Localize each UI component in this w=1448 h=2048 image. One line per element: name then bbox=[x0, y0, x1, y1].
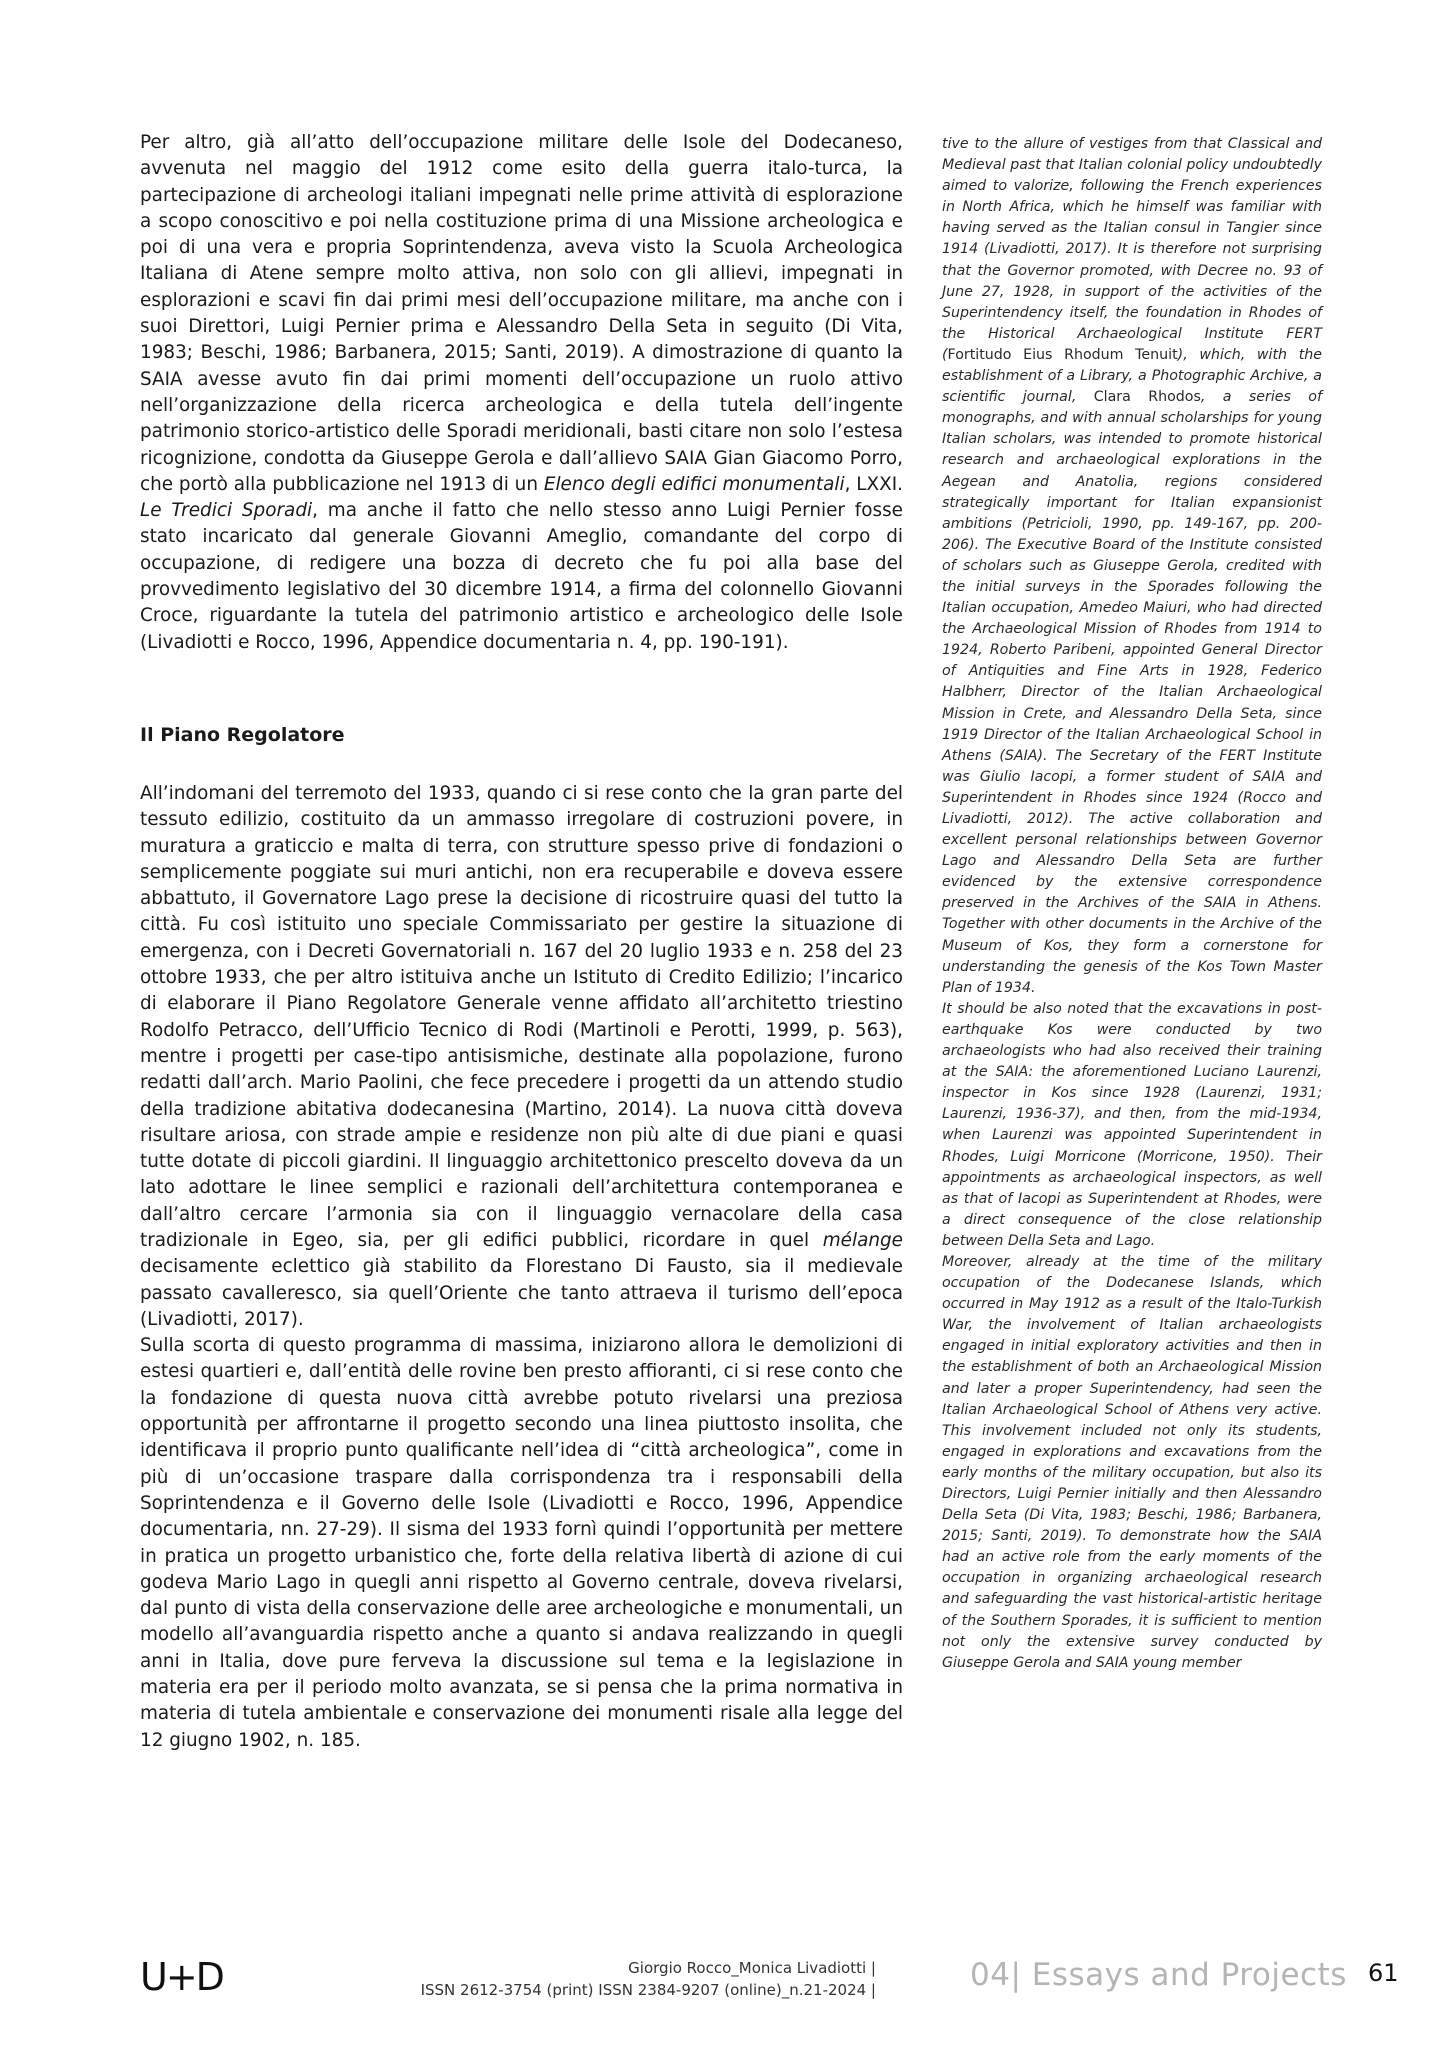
side-paragraph-2: It should be also noted that the excavations in post-earthquake Kos were conducted by two archaeologists who had also received their training at the SAIA: the aforementioned Luciano Laurenzi, inspector in Kos since 1928 (Laurenzi, 1931; Laurenzi, 1936-37), and then, from the mid-1934, when Laurenzi was appointed Superintendent in Rhodes, Luigi Morricone (Morricone, 1950). Their appointments as archaeological inspectors, as well as that of Iacopi as Superintendent at Rhodes, were a direct consequence of the close relationship between Della Seta and Lago. bbox=[942, 1000, 1322, 1249]
author-issn-block bbox=[421, 1957, 876, 2001]
authors-line: Giorgio Rocco_Monica Livadiotti | bbox=[628, 1959, 876, 1977]
journal-logo: U+D bbox=[140, 1955, 223, 1999]
text-run: , LXXI. bbox=[844, 473, 904, 495]
italic-title: Le Tredici Sporadi bbox=[140, 500, 313, 522]
italic-word: mélange bbox=[822, 1229, 903, 1251]
text-run: , a series of monographs, and with annual scholarships for young Italian scholars, was intended to promote historical research and archaeological explorations in the Aegean and Anatolia, regions considered strategically important for Italian expansionist ambitions (Petricioli, 1990, pp. 149-167, pp. 200-206). The Executive Board of the Institute consisted of scholars such as Giuseppe Gerola, credited with the initial surveys in the Sporades following the Italian occupation, Amedeo Maiuri, who had directed the Archaeological Mission of Rhodes from 1914 to 1924, Roberto Paribeni, appointed General Director of Antiquities and Fine Arts in 1928, Federico Halbherr, Director of the Italian Archaeological Mission in Crete, and Alessandro Della Seta, since 1919 Director of the Italian Archaeological School in Athens (SAIA). The Secretary of the FERT Institute was Giulio Iacopi, a former student of SAIA and Superintendent in Rhodes since 1924 (Rocco and Livadiotti, 2012). The active collaboration and excellent personal relationships between Governor Lago and Alessandro Della Seta are further evidenced by the extensive correspondence preserved in the Archives of the SAIA in Athens. Together with other documents in the Archive of the Museum of Kos, they form a cornerstone for understanding the genesis of the Kos Town Master Plan of 1934. bbox=[942, 389, 1322, 996]
side-paragraph-1 bbox=[942, 134, 1322, 999]
page-footer bbox=[0, 1955, 1448, 2015]
text-run: , ma anche il fatto che nello stesso anno Luigi Pernier fosse stato incaricato dal generale Giovanni Ameglio, comandante del corpo di occupazione, di redigere una bozza di decreto che fu poi alla base del provvedimento legislativo del 30 dicembre 1914, a firma del colonnello Giovanni Croce, riguardante la tutela del patrimonio artistico e archeologico delle Isole (Livadiotti e Rocco, 1996, Appendice documentaria n. 4, pp. 190-191). bbox=[140, 500, 903, 653]
upright-name: Clara Rhodos bbox=[1093, 389, 1201, 406]
text-run: All’indomani del terremoto del 1933, quando ci si rese conto che la gran parte del tessuto edilizio, costituito da un ammasso irregolare di costruzioni povere, in muratura a graticcio e malta di terra, con strutture spesso prive di fondazioni o semplicemente poggiate sui muri antichi, non era recuperabile e doveva essere abbattuto, il Governatore Lago prese la decisione di ricostruire quasi del tutto la città. Fu così istituito uno speciale Commissariato per gestire la situazione di emergenza, con i Decreti Governatoriali n. 167 del 20 luglio 1933 e n. 258 del 23 ottobre 1933, che per altro istituiva anche un Istituto di Credito Edilizio; l’incarico di elaborare il Piano Regolatore Generale venne affidato all’architetto triestino Rodolfo Petracco, dell’Ufficio Tecnico di Rodi (Martinoli e Perotti, 1999, p. 563), mentre i progetti per case-tipo antisismiche, destinate alla popolazione, furono redatti dall’arch. Mario Paolini, che fece precedere i progetti da un attendo studio della tradizione abitativa dodecanesina (Martino, 2014). La nuova città doveva risultare ariosa, con strade ampie e residenze non più alte di due piani e quasi tutte dotate di piccoli giardini. Il linguaggio architettonico prescelto doveva da un lato adottare le linee semplici e razionali dell’architettura contemporanea e dall’altro cercare l’armonia sia con il linguaggio vernacolare della casa tradizionale in Egeo, sia, per gli edifici pubblici, ricordare in quel bbox=[140, 782, 903, 1251]
text-run: tive to the allure of vestiges from that Classical and Medieval past that Italian colonial policy undoubtedly aimed to valorize, following the French experiences in North Africa, which he himself was familiar with having served as the Italian consul in Tangier since 1914 (Livadiotti, 2017). It is therefore not surprising that the Governor promoted, with Decree no. 93 of June 27, 1928, in support of the activities of the Superintendency itself, the foundation in Rhodes of the Historical Archaeological Institute FERT ( bbox=[942, 136, 1322, 363]
main-text-column bbox=[140, 130, 903, 1754]
italic-title: Elenco degli edifici monumentali bbox=[543, 473, 845, 495]
side-paragraph-3: Moreover, already at the time of the military occupation of the Dodecanese Islands, which occurred in May 1912 as a result of the Italo-Turkish War, the involvement of Italian archaeologists engaged in initial exploratory activities and then in the establishment of both an Archaeological Mission and later a proper Superintendency, had seen the Italian Archaeological School of Athens very active. This involvement included not only its students, engaged in explorations and excavations from the early months of the military occupation, but also its Directors, Luigi Pernier initially and then Alessandro Della Seta (Di Vita, 1983; Beschi, 1986; Barbanera, 2015; Santi, 2019). To demonstrate how the SAIA had an active role from the early moments of the occupation in organizing archaeological research and safeguarding the vast historical-artistic heritage of the Southern Sporades, it is sufficient to mention not only the extensive survey conducted by Giuseppe Gerola and SAIA young member bbox=[942, 1253, 1322, 1671]
page-number: 61 bbox=[1368, 1959, 1399, 1987]
main-paragraph-2 bbox=[140, 781, 903, 1333]
main-paragraph-3: Sulla scorta di questo programma di massima, iniziarono allora le demolizioni di estesi quartieri e, dall’entità delle rovine ben presto affioranti, ci si rese conto che la fondazione di questa nuova città avrebbe potuto rivelarsi una preziosa opportunità per affrontarne il progetto secondo una linea piuttosto insolita, che identificava il proprio punto qualificante nell’idea di “città archeologica”, come in più di un’occasione traspare dalla corrispondenza tra i responsabili della Soprintendenza e il Governo delle Isole (Livadiotti e Rocco, 1996, Appendice documentaria, nn. 27-29). Il sisma del 1933 fornì quindi l’opportunità per mettere in pratica un progetto urbanistico che, forte della relativa libertà di azione di cui godeva Mario Lago in quegli anni rispetto al Governo centrale, doveva rivelarsi, dal punto di vista della conservazione delle aree archeologiche e monumentali, un modello all’avanguardia rispetto anche a quanto si andava realizzando in quegli anni in Italia, dove pure ferveva la discussione sul tema e la legislazione in materia era per il periodo molto avanzata, se si pensa che la prima normativa in materia di tutela ambientale e conservazione dei monumenti risale alla legge del 12 giugno 1902, n. 185. bbox=[140, 1335, 903, 1751]
text-run: ), which, with the establishment of a Library, a Photographic Archive, a scientific journal, bbox=[942, 346, 1322, 406]
english-translation-column bbox=[942, 134, 1322, 1674]
upright-name: Fortitudo Eius Rhodum Tenuit bbox=[947, 346, 1178, 363]
section-heading: Il Piano Regolatore bbox=[140, 723, 345, 746]
text-run: Per altro, già all’atto dell’occupazione militare delle Isole del Dodecaneso, avvenuta nel maggio del 1912 come esito della guerra italo-turca, la partecipazione di archeologi italiani impegnati nelle prime attività di esplorazione a scopo conoscitivo e poi nella costituzione prima di una Missione archeologica e poi di una vera e propria Soprintendenza, aveva visto la Scuola Archeologica Italiana di Atene sempre molto attiva, non solo con gli allievi, impegnati in esplorazioni e scavi fin dai primi mesi dell’occupazione militare, ma anche con i suoi Direttori, Luigi Pernier prima e Alessandro Della Seta in seguito (Di Vita, 1983; Beschi, 1986; Barbanera, 2015; Santi, 2019). A dimostrazione di quanto la SAIA avesse avuto fin dai primi momenti dell’occupazione un ruolo attivo nell’organizzazione della ricerca archeologica e della tutela dell’ingente patrimonio storico-artistico delle Sporadi meridionali, basti citare non solo l’estesa ricognizione, condotta da Giuseppe Gerola e dall’allievo SAIA Gian Giacomo Porro, che portò alla pubblicazione nel 1913 di un bbox=[140, 132, 903, 495]
issn-line: ISSN 2612-3754 (print) ISSN 2384-9207 (online)_n.21-2024 | bbox=[420, 1981, 876, 1999]
section-label: 04| Essays and Projects bbox=[970, 1957, 1347, 1993]
text-run: decisamente eclettico già stabilito da Florestano Di Fausto, sia il medievale passato cavalleresco, sia quell’Oriente che tanto attraeva il turismo dell’epoca (Livadiotti, 2017). bbox=[140, 1256, 903, 1330]
main-paragraph-1 bbox=[140, 130, 903, 656]
